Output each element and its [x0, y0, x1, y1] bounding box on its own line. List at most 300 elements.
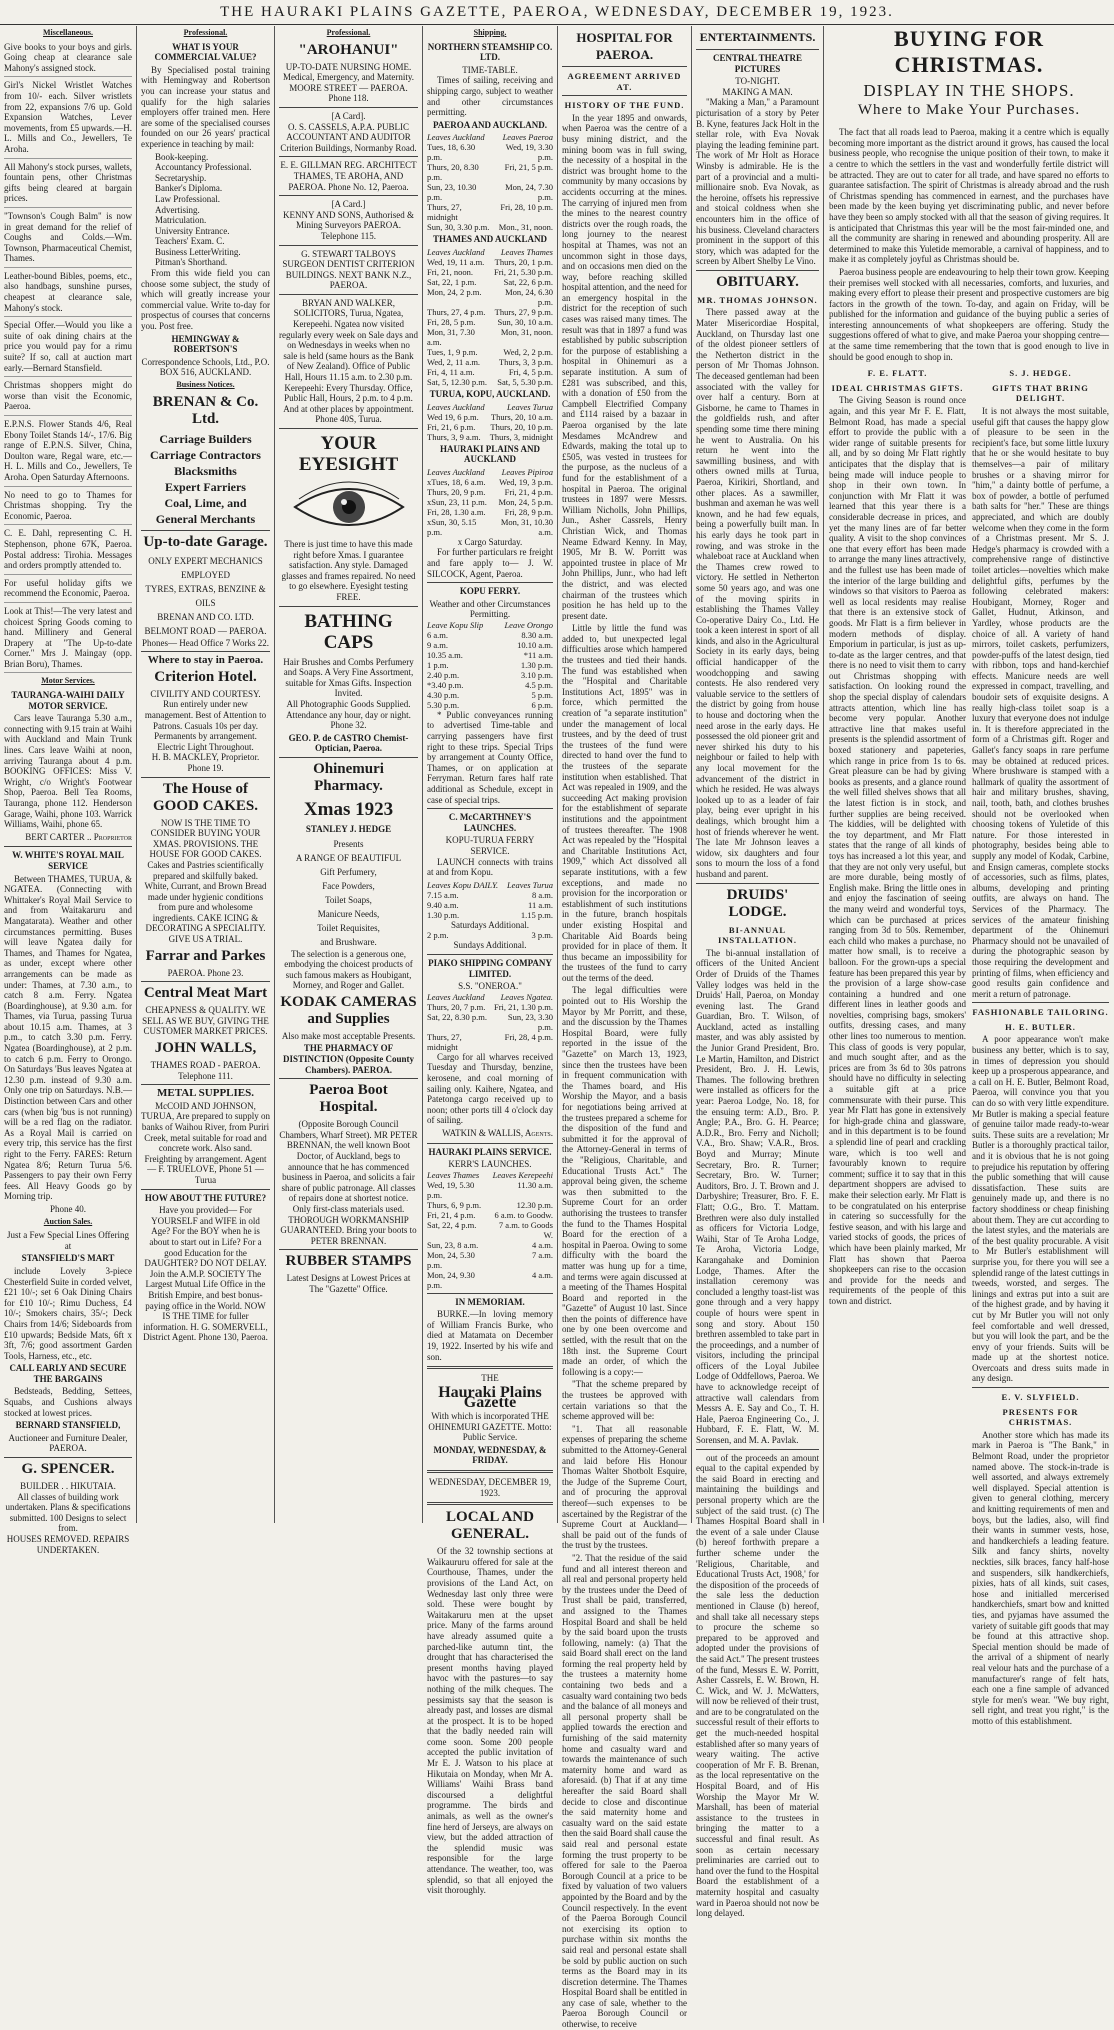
- timetable-cell: Mon, 24, 5 p.m.: [498, 496, 553, 507]
- ad-heading: "AROHANUI": [298, 41, 399, 58]
- article-paragraph: "That the scheme prepared by the trustees be approved with certain variations so that the scheme approved will be:: [562, 1379, 687, 1422]
- timetable-cell: 7 a.m. to Goods W.: [498, 1219, 553, 1240]
- ad-body: By Specialised postal training with Hemingway and Robertson you can increase your status and qualify for the high salaries employers offer trained men. Here are some of the specialised courses founded on our 26 years' practical experience in teaching by mail:: [141, 64, 270, 149]
- section-heading: Auction Sales.: [43, 1216, 93, 1226]
- timetable-cell: Thurs, 3, 3 p.m.: [498, 356, 553, 367]
- feature-left-column: [829, 364, 966, 1728]
- ad-body: E. E. GILLMAN REG. ARCHITECT THAMES, TE AROHA, AND PAEROA. Phone No. 12, Paeroa.: [280, 160, 417, 192]
- article-subheading: IDEAL CHRISTMAS GIFTS.: [831, 382, 964, 393]
- timetable-row: [427, 650, 553, 660]
- article-heading: DRUIDS' LODGE.: [726, 886, 789, 920]
- timetable-row: [427, 287, 553, 307]
- timetable-note: * Public conveyances running to advertised Time-table and carrying passengers have first right to these trips. Special Trips by arrangement at County Office, Thames, or on application at Ferryman. Return fares half rate additional as Schedule, except in case of special trips.: [427, 709, 553, 805]
- ad-body: G. STEWART TALBOYS SURGEON DENTIST CRITERION BUILDINGS. NEXT BANK N.Z., PAEROA.: [282, 248, 415, 291]
- service-line: TYRES, EXTRAS, BENZINE & OILS: [145, 583, 266, 608]
- timetable-cell: Fri, 28, 9 p.m.: [504, 506, 553, 517]
- timetable-cell: Thurs, 20, 8.30 p.m.: [427, 162, 479, 183]
- article-subheading: PRESENTS FOR CHRISTMAS.: [1002, 1406, 1079, 1428]
- timetable-cell: Fri, 4, 5 p.m.: [508, 366, 553, 377]
- timetable-cell: 1.30 p.m.: [427, 909, 460, 920]
- timetable-cell: 4 a.m.: [531, 1239, 553, 1250]
- column-header: Leaves Auckland: [427, 132, 485, 143]
- timetable-heading: PIAKO SHIPPING COMPANY LIMITED.: [428, 957, 552, 979]
- timetable-row: [427, 910, 553, 920]
- timetable-cell: Fri, 21, 6 p.m.: [427, 421, 476, 432]
- timetable-row: [427, 660, 553, 670]
- timetable-row: [427, 1002, 553, 1012]
- ad-heading: BATHING CAPS: [304, 610, 393, 653]
- column-header: Leaves Thames: [500, 246, 553, 257]
- timetable-cell: Fri, 21, noon.: [427, 266, 474, 277]
- timetable-cell: Fri, 28, 5 p.m.: [427, 316, 476, 327]
- timetable-cell: Sat, 22, 4 p.m.: [427, 1219, 477, 1230]
- ad-body: LAUNCH connects with trains at and from Kopu.: [427, 856, 553, 878]
- timetable-cell: Sun, 30, 3.30 p.m.: [427, 222, 490, 233]
- timetable-cell: Fri, 21, 4 p.m.: [427, 1209, 476, 1220]
- ad-heading: TAURANGA-WAIHI DAILY MOTOR SERVICE.: [11, 690, 125, 711]
- feature-subtitle: Where to Make Your Purchases.: [857, 101, 1081, 118]
- product-line: Manicure Needs,: [317, 908, 380, 919]
- timetable-row: [427, 277, 553, 287]
- timetable-cell: 7 a.m.: [531, 1249, 553, 1260]
- course-list: [141, 152, 270, 269]
- timetable-row: [427, 222, 553, 232]
- timetable-cell: Mon, 24, 5.30 p.m.: [427, 1249, 475, 1270]
- ad-signature: BERT CARTER .. Proprietor: [25, 831, 132, 842]
- course-item: Banker's Diploma.: [155, 183, 223, 194]
- course-item: Teachers' Exam. C.: [155, 236, 225, 247]
- timetable-cell: 4.5 p.m.: [525, 679, 553, 690]
- timetable-cell: 6 a.m.: [427, 629, 449, 640]
- ad-heading: STANLEY J. HEDGE: [305, 823, 392, 834]
- timetable-cell: xTues, 18, 6 a.m.: [427, 476, 486, 487]
- article-heading: F. E. FLATT.: [867, 368, 928, 379]
- timetable-cell: Thurs, 27, 9 p.m.: [494, 306, 553, 317]
- article-heading: S. J. HEDGE.: [1009, 368, 1072, 379]
- timetable-row: [427, 507, 553, 517]
- ad-body: All classes of building work undertaken. Plans & specifications submitted. 100 Designs to select from.: [5, 1491, 131, 1534]
- card-label: [A Card.]: [331, 199, 366, 210]
- timetable-cell: Wed, 19, 5.30 p.m.: [427, 1179, 475, 1200]
- feature-right-column: [972, 364, 1109, 1728]
- ad-sub: TIME-TABLE.: [462, 64, 518, 75]
- column-header: Leave Kopu Slip: [427, 619, 484, 630]
- feature-subtitle: DISPLAY IN THE SHOPS.: [863, 81, 1075, 100]
- product-line: Presents: [333, 838, 364, 849]
- product-line: Gift Perfumery,: [320, 866, 377, 877]
- timetable-cell: Mon, 31, 7.30 a.m.: [427, 326, 475, 347]
- ad-sub: KOPU-TURUA FERRY SERVICE.: [445, 835, 535, 856]
- product-line: A RANGE OF BEAUTIFUL: [295, 852, 402, 863]
- timetable-cell: 5.30 p.m.: [427, 699, 460, 710]
- product-line: Toilet Requisites,: [317, 922, 380, 933]
- service-line: Carriage Contractors: [150, 447, 261, 462]
- timetable-row: [427, 1210, 553, 1220]
- paper-title: Hauraki Plains Gazette: [438, 1383, 542, 1412]
- timetable-heading: C. McCARTHNEY'S LAUNCHES.: [448, 812, 532, 833]
- timetable-cell: 10.35 a.m.: [427, 649, 463, 660]
- timetable-cell: Tues, 18, 6.30 p.m.: [427, 142, 476, 163]
- ad-heading: Ohinemuri Pharmacy.: [313, 760, 384, 794]
- product-line: and Brushware.: [320, 936, 377, 947]
- timetable-row: [427, 267, 553, 277]
- timetable-paeroa-auckland: [427, 132, 553, 232]
- timetable-cell: Thurs, 20, 9 p.m.: [427, 486, 486, 497]
- course-item: Pitman's Shorthand.: [155, 257, 228, 268]
- ad-heading: JOHN WALLS,: [154, 1040, 257, 1057]
- article-paragraph: "1. That all reasonable expenses of preparing the scheme submitted to the Attorney-General and laid before His Honour Thomas Walter Shotbolt Esquire, the Judge of the Supreme Court, and of procuring the approval thereof—such expenses to be ascertained by the Registrar of the Supreme Court at Auckland—shall be paid out of the funds of the trust by the trustees.: [562, 1423, 687, 1551]
- ad-body: For further particulars re freight and fare apply to— J. W. SILCOCK, Agent, Paeroa.: [427, 547, 553, 579]
- classified-item: Give books to your boys and girls. Going cheap at clearance sale Mahony's assigned stock.: [4, 42, 132, 78]
- timetable-cell: Sat, 22, 8.30 p.m.: [427, 1011, 487, 1022]
- ad-body: KENNY AND SONS, Authorised & Mining Surveyors PAEROA. Telephone 115.: [283, 209, 414, 241]
- timetable-row: [427, 142, 553, 162]
- ad-heading: RUBBER STAMPS: [285, 1253, 412, 1270]
- timetable-cell: Mon, 24, 6.30 p.m.: [505, 286, 553, 307]
- timetable-row: [427, 670, 553, 680]
- timetable-kerrs-launches: [427, 1170, 553, 1290]
- timetable-cell: Thurs, 3, midnight: [489, 431, 553, 442]
- ad-sub: Auctioneer and Furniture Dealer, PAEROA.: [8, 1432, 128, 1454]
- feature-title: BUYING FOR CHRISTMAS.: [894, 26, 1044, 77]
- ad-heading: BERNARD STANSFIELD,: [15, 1420, 121, 1431]
- column-header: Leaves Turua: [506, 401, 553, 412]
- paper-date: WEDNESDAY, DECEMBER 19, 1923.: [428, 1477, 551, 1498]
- timetable-cell: Mon, 31, 10.30 a.m.: [500, 516, 553, 537]
- timetable-cell: Fri, 28, 1.30 a.m.: [427, 506, 486, 517]
- classified-item: Girl's Nickel Wristlet Watches from 10/- each. Silver wristlets from 22, expansions 7/6 up. Gold Expansion Watches, Lever movements, from £5 upwards.—H. L. Mills and Co., Jewellers, Te Aroha.: [4, 80, 132, 158]
- ad-heading: Paeroa Boot Hospital.: [309, 1082, 388, 1116]
- ad-body: Run entirely under new management. Best of Attention to Patrons. Casuals 10s per day. Permanents by arrangement. Electric Light Throughout.: [144, 699, 267, 752]
- timetable-cell: Sat, 5, 5.30 p.m.: [497, 376, 553, 387]
- ad-heading: Criterion Hotel.: [154, 668, 257, 685]
- timetable-cell: Thurs, 3, 9 a.m.: [427, 431, 481, 442]
- article-heading: FASHIONABLE TAILORING.: [972, 1007, 1109, 1018]
- timetable-row: [427, 1270, 553, 1290]
- timetable-row: [427, 900, 553, 910]
- masthead-the: THE: [481, 1373, 499, 1384]
- timetable-row: [427, 317, 553, 327]
- course-item: Secretaryship.: [155, 172, 207, 183]
- timetable-cell: Thurs, 27, 4 p.m.: [427, 306, 486, 317]
- timetable-cell: Mon, 24, 7.30 p.m.: [505, 182, 553, 203]
- classified-item: No need to go to Thames for Christmas shopping. Try the Economic, Paeroa.: [4, 490, 132, 526]
- timetable-row: [427, 690, 553, 700]
- ad-heading: WHAT IS YOUR COMMERCIAL VALUE?: [154, 41, 257, 63]
- eye-icon: [289, 479, 409, 535]
- classified-item: Leather-bound Bibles, poems, etc., also handbags, sunshine purses, cheapest at clearance sale, Mahony's stock.: [4, 271, 132, 317]
- ad-body: (Opposite Borough Council Chambers, Wharf Street). MR PETER BRENNAN, the well known Boot Doctor, of Auckland, begs to announce that he has commenced business in Paeroa, and solicits a fair share of public patronage. All classes of repairs done at shortest notice. Only first-class materials used. THOROUGH WORKMANSHIP GUARANTEED. Bring your boots to PETER BRENNAN.: [279, 1119, 418, 1246]
- timetable-cell: Thurs, 20, 10 a.m.: [490, 411, 553, 422]
- column-professional: [137, 26, 275, 1523]
- service-line: Expert Farriers: [165, 479, 246, 494]
- article-body: The Giving Season is round once again, and this year Mr F. E. Flatt, Belmont Road, has made a special effort to provide the public with a wider range of suitable presents for all, and by so doing Mr Flatt rightly anticipates that the display that is being made will induce people to shop in their own town. In conjunction with Mr Flatt it was learned that this year there is a considerable decrease in prices, and yet the many lines are of far better quality. A visit to the shop convinces one that every effort has been made to arrange the many lines attractively, and the fullest use has been made of the interior of the large building and windows so that visitors to Paeroa as well as local residents may realise that there is an extensive stock of goods. Mr Flatt is a firm believer in modern methods of display. Emporium in particular, is just as up-to-date as the larger centres, and that there is no need to visit them to carry out Christmas shopping with satisfaction. On looking round the shop the special display of calendars attracts attention, which line has become very popular. Another attractive line that makes useful presents is the splendid assortment of boxed stationery and papeteries, which range in price from 1s to 6s. Great pleasure can be had by giving books as presents, and a glance round the well filled shelves shows that all the latest fiction is in stock, and further supplies are being received. The kiddies, will be delighted with the toy department, and Mr Flatt states that the range of all kinds of toys has increased a lot this year, and that they are not only very useful, but are more durable, being mostly of English make. Bring the little ones in and enjoy the fascination of seeing the many weird and wonderful toys, which can be purchased at prices ranging from 3d to 50s. Remember, each child who makes a purchase, no matter how small, is to receive a balloon. For the grown-ups a special feature has been prepared this year by the provision of a large show-case containing a hundred and one different lines in leather goods and novelties, comprising bags, smokers' outfits, dressing cases, and many other lines too numerous to mention. This class of goods is very popular, and much sought after, and as the prices are from 3s 6d to 30s patrons should have no difficulty in selecting a suitable gift at a price commensurate with their purse. This year Mr Flatt has gone in extensively for high-grade china and glassware, and in this department is to be found a splendid line of pearl and crackling ware, which is too well and favourably known to require comment; suffice it to say that in this department shoppers are advised to make their selection early. Mr Flatt is to be congratulated on his enterprise in catering so successfully for the festive season, and with his large and varied stocks of goods, the prices of which have been plainly marked, Mr Flatt has shown that Paeroa shopkeepers can rise to the occasion and provide for the needs and requirements of the people of this town and district.: [829, 395, 966, 1306]
- timetable-cell: Sun, 23, 10.30 p.m.: [427, 182, 477, 203]
- timetable-cell: 12.30 p.m.: [516, 1199, 553, 1210]
- classified-item: Look at This!—The very latest and choicest Spring Goods coming to hand. Millinery and General Drapery at "The Up-to-date Corner." Mrs J. Maingay (opp. Brian Boru), Thames.: [4, 606, 132, 674]
- masthead: THE HAURAKI PLAINS GAZETTE, PAEROA, WEDNESDAY, DECEMBER 19, 1923.: [0, 0, 1114, 25]
- ad-heading: G. SPENCER.: [21, 1461, 115, 1478]
- product-line: Face Powders,: [322, 880, 375, 891]
- ad-body: There is just time to have this made right before Xmas. I guarantee satisfaction. Any style. Damaged glasses and frames repaired. No need to go elsewhere. Eyesight testing FREE.: [281, 539, 416, 602]
- timetable-row: [427, 182, 553, 202]
- article-body: "Making a Man," a Paramount picturisation of a story by Peter B. Kyne, features Jack Holt in the stellar role, with Eva Novak playing the leading feminine part. The work of Mr Holt as Horace Winsby is admirable. He is the part of a provincial and a multi-millionaire snob. Eva Novak, as the heroine, offsets his repressive and stoical coldness when she encounters him in the office of his business. Cleveland characters prominent in the support of this story, which was adapted for the screen by Albert Shelby Le Vino.: [696, 97, 819, 267]
- timetable-row: [427, 257, 553, 267]
- timetable-row: [427, 367, 553, 377]
- article-subheading: AGREEMENT ARRIVED AT.: [567, 71, 682, 92]
- column-professional-2: [275, 26, 423, 1523]
- article-subheading: MAKING A MAN.: [722, 86, 793, 97]
- timetable-cell: Tues, 1, 9 p.m.: [427, 346, 478, 357]
- column-header: Leaves Auckland: [427, 401, 485, 412]
- article-paragraph: "2. That the residue of the said fund and all interest thereon and all real and personal property held by the trustees under the Deed of Trust shall be paid, transferred, and assigned to the Thames Hospital Board and shall be held by the said board upon the trusts following, namely: (a) That the said Board shall erect on the land forming the real property held by the trustees a maternity home containing two beds and a casualty ward containing two beds and the balance of all moneys and all personal property shall be applied towards the erection and furnishing of the said maternity home and casualty ward and towards the maintenance of such maternity home and ward as aforesaid. (b) That if at any time hereafter the said Board shall decide to close and discontinue the said maternity home and casualty ward on the said estate then the said Board shall cause the said real and personal estate forming the trust property to be offered for sale to the Paeroa Borough Council at a price to be fixed by valuation of two valuers appointed by the Board and by the Council respectively. In the event of the Paeroa Borough Council not exercising its option to purchase within six months the said real and personal estate shall be sold by public auction on such terms as the Board may in its discretion determine. The Thames Hospital Board shall be entitled in any case of sale, whether to the Paeroa Borough Council or otherwise, to receive: [562, 1552, 687, 2030]
- ad-sub: BUILDER . . HIKUTAIA.: [20, 1481, 116, 1492]
- timetable-cell: 6 a.m. to Goodw.: [494, 1209, 553, 1220]
- timetable-cell: 9.40 a.m.: [427, 899, 459, 910]
- article-subheading: MR. THOMAS JOHNSON.: [697, 294, 818, 305]
- timetable-row: [427, 497, 553, 507]
- timetable-row: [427, 162, 553, 182]
- ad-sig: THE PHARMACY OF DISTINCTION (Opposite County Chambers). PAEROA.: [282, 1043, 415, 1075]
- timetable-cell: 8 a.m.: [531, 889, 553, 900]
- classified-item: Special Offer.—Would you like a suite of oak dining chairs at the price you would pay for a rimu suite? If so, call at auction mart early.—Bernard Stansfield.: [4, 320, 132, 377]
- ad-sub: S.S. "ONEROA.": [458, 981, 522, 992]
- timetable-row: [427, 307, 553, 317]
- feature-paragraph: Paeroa business people are endeavouring to help their town grow. Keeping their premises well stocked with all necessaries, comforts, and luxuries, and making every effort to please their present and prospective customers are big factors in the growth of the town. To-day, and again on Friday, will be published for the information and guidance of the buying public a series of interesting announcements of what shopkeepers are offering. Study the suggestions offered of what to give, and make Paeroa your shopping centre—at the same time remembering that the town that is good enough to live in should be good enough to shop in.: [829, 266, 1109, 362]
- article-heading: LOCAL AND GENERAL.: [446, 1509, 534, 1543]
- timetable-cell: 6 p.m.: [531, 699, 553, 710]
- article-body: It is not always the most suitable, useful gift that causes the happy glow of pleasure to be seen in the recipient's face, but some little luxury that he or she would hesitate to buy themselves—a pair of military brushes or a shaving mirror for "him," a dainty bottle of perfume, a box of powder, a bottle of perfumed bath salts for "her." These are things appreciated, and which are doubly welcome when they come in the form of a Christmas present. Mr S. J. Hedge's pharmacy is crowded with a comprehensive range of distinctive toilet articles—novelties which make delightful gifts, perfumes by the following celebrated makers: Houbigant, Morney, Roger and Gallet, Hudnut, Atkinson, and Yardley, whose products are the choice of all. A variety of hand mirrors, toilet caskets, perfumizers, powder-puffs of the latest design, tied with ribbon, tops and hand-kerchief effects. Manicure needs are well expressed in compact, travelling, and boudoir sets of exquisite designs. A really high-class toilet soap is a luxury that everyone does not indulge in. It is therefore appreciated in the form of a Christmas gift. Roger and Gallet's fancy soaps in rare perfume may be obtained at reduced prices. Where brushware is stamped with a hallmark of quality the assortment of hair and military brushes, shaving, nail, tooth, bath, and clothes brushes should not be overlooked when choosing tokens of Yuletide of this nature. For those interested in photography, besides being able to supply any model of Kodak, Carbine, and Ensign cameras, complete stocks of accessories, such as films, plates, albums, developing and printing outfits, are always on hand. The Services of the Pharmacy. The services of the amateur finishing department of the Ohinemuri Pharmacy should not be unavailed of during the photographic season by those requiring the development and printing of films, when efficiency and good results gain confidence and merit a return of patronage.: [972, 406, 1109, 999]
- timetable-cell: 1 p.m.: [427, 659, 449, 670]
- timetable-note: Sundays Additional.: [453, 940, 527, 951]
- section-heading: Shipping.: [473, 28, 507, 37]
- ad-heading: BRENAN & Co. Ltd.: [152, 393, 259, 427]
- ad-heading: Xmas 1923: [303, 798, 394, 820]
- ad-heading: CALL EARLY AND SECURE THE BARGAINS: [9, 1363, 127, 1384]
- ad-heading: Where to stay in Paeroa.: [147, 654, 264, 667]
- timetable-cell: Sat, 22, 6 p.m.: [503, 276, 553, 287]
- ad-heading: Up-to-date Garage.: [143, 533, 268, 550]
- misc-items: [4, 42, 132, 674]
- course-item: Accountancy Professional.: [155, 162, 252, 173]
- christmas-feature: [824, 26, 1114, 1726]
- ad-body: Between THAMES, TURUA, & NGATEA. (Connecting with Whittaker's Royal Mail Service to and from Waitakaruru and Mangatarata). Weather and other circumstances permitting. Buses will leave Ngatea daily for Thames, and Thames for Ngatea, as under, except where other arrangements can be made as under: Thames, at 7.30 a.m., to catch 8 a.m. Ferry. Ngatea (Boardinghouse), at 9.30 a.m. for Thames, via Turua, passing Turua about 10.15 a.m. Thames, at 3 p.m., to catch 3.30 p.m. Ferry. Ngatea (Boardinghouse), at 2 p.m. to catch 6 p.m. Ferry to Orongo. On Saturdays 'Bus leaves Ngatea at 12.30 p.m. instead of 9.30 a.m. Only one trip on Saturdays. N.B.—Distinction between Cars and other cars (when big 'bus is not running) will be a red flag on the radiator. As a Royal Mail is carried on every trip, this service has the first right to the Ferry. FARES: Return Ngatea 8/6; Return Turua 5/6. Passengers to pay their own Ferry fees. All Heavy Goods go by Morning trip.: [4, 873, 132, 1202]
- timetable-hauraki-plains: [427, 467, 553, 537]
- timetable-cell: *3.40 p.m.: [427, 679, 464, 690]
- service-line: General Merchants: [155, 511, 256, 526]
- timetable-cell: Mon, 31, noon.: [500, 326, 553, 337]
- service-line: Carriage Builders: [159, 431, 252, 446]
- timetable-note: Saturdays Additional.: [451, 919, 529, 930]
- feature-columns: [829, 364, 1109, 1728]
- timetable-row: [427, 640, 553, 650]
- timetable-cell: Wed, 2, 11 a.m.: [427, 356, 481, 367]
- timetable-cell: Thurs, 20, 7 p.m.: [427, 1001, 486, 1012]
- ad-heading: HOW ABOUT THE FUTURE?: [144, 1192, 267, 1203]
- timetable-cell: 1.30 p.m.: [520, 659, 553, 670]
- timetable-cell: xSun, 30, 5.15 p.m.: [427, 516, 477, 537]
- ad-body: include Lovely 3-piece Chesterfield Suite in corded velvet, £21 10/-; set 6 Oak Dining Chairs for £10 10/-; Rimu Duchess, £4 10/-; Smokers chairs, 35/-; Deck Chairs from 14/6; Sideboards from £10 upwards; Bedside Mats, 6ft x 3ft, 7/6; good assortment Garden Tools, Harness, etc., etc.: [4, 1265, 132, 1361]
- ad-body: Bedsteads, Bedding, Settees, Squabs, and Cushions always stocked at lowest prices.: [4, 1386, 132, 1418]
- classified-item: E.P.N.S. Flower Stands 4/6, Real Ebony Toilet Stands 14/-, 17/6. Big range of E.P.N.S. Silver, China, Doulton ware, Regal ware, etc.—H. L. Mills and Co., Jewellers, Te Aroha. Open Saturday Afternoons.: [4, 419, 132, 487]
- article-paragraph: The legal difficulties were pointed out to His Worship the Mayor by Mr Porritt, and these, and the discussion by the Thames Hospital Board, were fully reported in the issue of the "Gazette" on March 13, 1923, since then the trustees have been in frequent communication with the Thames board, and His Worship the Mayor, and a basis for negotiations being arrived at the trustees prepared a scheme for the disposition of the fund and submitted it for the approval of the Attorney-General in terms of the "Religious, Charitable, and Educational Trusts Act." The approval being given, the scheme was then submitted to the Supreme Court for an order authorising the trustees to transfer the fund to the Thames Hospital Board for the erection of a hospital in Paeroa. Owing to some difficulty with the board the matter was hung up for a time, and terms were again discussed at a meeting of the Thames Hospital Board and reported in the "Gazette" of August 10 last. Since then the points of difference have one by one been overcome and settled, with the result that on the 18th inst. the Supreme Court made an order, of which the following is a copy:—: [562, 985, 687, 1377]
- timetable-cell: Sat, 5, 12.30 p.m.: [427, 376, 487, 387]
- timetable-heading: TURUA, KOPU, AUCKLAND.: [429, 388, 551, 399]
- article-body: The bi-annual installation of officers of the United Ancient Order of Druids of the Thames Valley lodges was held in the Druids' Hall, Paeroa, on Monday evening last. The Grand Guardian, Bro. T. Wilson, of Auckland, acted as installing master, and was ably assisted by the Junior Grand President, Bro. Le Martin, Hamilton, and District President, Bro. J. H. Lewis, Thames. The following brethren were installed as officers for the year: Paeroa Lodge, No. 18, for the ensuing term: A.D., Bro. P. Angle; P.A., Bro. G. H. Pearce; A.D.R., Bro. Ferry and Nicholl; V.A., Bro. Shaw; V.A.R., Bros. Boyd and Murray; Minute Secretary, Bro. R. Turner; Secretary, Bro. W. Turner; Auditors, Bro. J. T. Brown and J. Darbyshire; Treasurer, Bro. F. E. Flatt; O.G., Bro. T. Mattam. Brethren were also duly installed as officers for Victoria Lodge, Waihi, Star of Te Aroha Lodge, Te Aroha, Victoria Lodge, Karangahake and Dominion Lodge, Thames. After the installation ceremony was concluded a lengthy toast-list was gone through and a very happy couple of hours were spent in song and story. About 150 brethren assembled to take part in the proceedings, and a number of visitors, including the principal officers of the Loyal Jubilee Lodge of Oddfellows, Paeroa. We have to acknowledge receipt of attractive wall calendars from Messrs A. E. Say and Co., T. H. Hale, Paeroa Engineering Co., J. Hubbard, F. E. Flatt, W. M. Sorensen, and M. A. Pavlak.: [696, 947, 819, 1446]
- article-subheading: TO-NIGHT.: [735, 76, 780, 87]
- feature-paragraph: The fact that all roads lead to Paeroa, making it a centre which is equally becoming more important as the district around it grows, has caused the local business people, who recognise the unique position of their town, to make it a centre to which the settlers in the vast and wonderfully fertile district will be attracted. They are out to cater for all trade, and have spared no efforts to guarantee satisfaction. The spirit of Christmas is already abroad and the rush of Christmas spending has commenced in earnest, and the purchases have been made by the keen buying yet discriminating public, and never before have they been so amply stocked with all that the season of giving requires. It is anticipated that Christmas this year will be the most fair-minded one, and all the community are sharing in renewed and abounding prosperity. All are determined to make this Yuletide memorable, a carnival of happiness, and to make it as completely joyful as Christmas should be.: [829, 127, 1109, 265]
- timetable-cell: Mon, 24, 2 p.m.: [427, 286, 482, 297]
- article-heading: OBITUARY.: [716, 273, 799, 290]
- ad-heading: W. WHITE'S ROYAL MAIL SERVICE: [12, 850, 124, 871]
- ad-heading: NORTHERN STEAMSHIP CO. LTD.: [427, 41, 553, 63]
- timetable-cell: 9 a.m.: [427, 639, 449, 650]
- timetable-row: [427, 890, 553, 900]
- timetable-cell: xSun, 23, 11 p.m.: [427, 496, 487, 507]
- column-header: Leaves Auckland: [427, 466, 485, 477]
- timetable-kopu-ferry: [427, 620, 553, 710]
- garage-list: [141, 554, 270, 638]
- timetable-cell: Thurs, 20, 10 p.m.: [490, 421, 553, 432]
- paper-subtitle: With which is incorporated THE OHINEMURI GAZETTE. Motto: Public Service.: [428, 1411, 552, 1443]
- column-miscellaneous: [0, 26, 137, 1555]
- classified-item: "Townson's Cough Balm" is now in great demand for the relief of Coughs and Colds.—Wm. Townson, Pharmaceutical Chemist, Thames.: [4, 211, 132, 268]
- timetable-note: x Cargo Saturday.: [457, 536, 523, 547]
- timetable-cell: 1.15 p.m.: [520, 909, 553, 920]
- classified-item: For useful holiday gifts we recommend the Economic, Paeroa.: [4, 578, 132, 603]
- timetable-heading: KOPU FERRY.: [459, 586, 521, 597]
- service-line: Coal, Lime, and: [164, 495, 247, 510]
- timetable-cell: *11 a.m.: [523, 649, 553, 660]
- article-body: [562, 113, 687, 2030]
- cell: 2 p.m.: [427, 930, 449, 941]
- ad-body: Cargo for all wharves received Tuesday and Thursday, benzine, kerosene, and coal morning of sailing only. Kaihere, Ngatea, and Patetonga cargo received up to noon; other ports till 4 o'clock day of sailing.: [427, 1051, 553, 1126]
- ad-body: BRYAN AND WALKER, SOLICITORS, Turua, Ngatea, Kerepeehi. Ngatea now visited regularly every week on Sale days and on Wednesdays in weeks when no sale is held (same hours as the Bank of New Zealand). Office of Public Hall, Hours 11.15 a.m. to 2.30 p.m. Kerepeehi: Every Thursday. Office, Public Hall, Hours, 2 p.m. to 4 p.m. And at other places by appointment. Phone 40S, Turua.: [279, 297, 418, 425]
- ad-footer: HOUSES REMOVED. REPAIRS UNDERTAKEN.: [6, 1534, 130, 1555]
- timetable-heading: THAMES AND AUCKLAND: [432, 234, 547, 245]
- section-heading: ENTERTAINMENTS.: [699, 30, 816, 44]
- ad-body: All Photographic Goods Supplied. Attendance any hour, day or night. Phone 32.: [286, 698, 411, 731]
- timetable-cell: Sun, 23, 8 a.m.: [427, 1239, 479, 1250]
- timetable-cell: Wed 19, 6 p.m.: [427, 411, 479, 422]
- ad-heading: METAL SUPPLIES.: [157, 1087, 254, 1100]
- timetable-cell: Fri, 21, 5 p.m.: [504, 162, 553, 173]
- timetable-row: [427, 327, 553, 347]
- ad-body: UP-TO-DATE NURSING HOME. Medical, Emergency, and Maternity. MOORE STREET — PAEROA. Phone 118.: [282, 61, 415, 104]
- article-body: There passed away at the Mater Misericordiae Hospital, Auckland, on Thursday last one of the oldest pioneer settlers of the Netherton district in the person of Mr Thomas Johnson. The deceased gentleman had been associated with the valley for over half a century. Born at Gisborne, he came to Thames in the goldfields rush, and after spending some time there mining he went to Australia. On his return he went into the sawmilling business, and with others owned mills at Turua, Paeroa, Kirikiri, Shortland, and other places. As a sawmiller, bushman and axeman he was well known, and he had few equals, being a powerfully built man. In his early days he took part in rowing, and was stroke in the whaleboat race at Auckland when the Thames crew rowed to victory. He settled in Netherton some 50 years ago, and was one of the moving spirits in establishing the Thames Valley Co-operative Dairy Co., Ltd. He took a keen interest in sport of all kinds, and also in the Agricultural Society in its early days, being official handicapper of the woodchopping and sawing contests. He also rendered very valuable service to the settlers of the district by going from house to house and doctoring when the need arose in the early days. He possessed the old pioneer grit and never shirked his duty to his neighbour or failed to help with any local movement for the advancement of the district in which he resided. He was always looked up to as a leader of fair play, being ever upright in his dealings, which brought him a host of friends wherever he went. The late Mr Johnson leaves a widow, six daughters and four sons to mourn the loss of a fond husband and parent.: [696, 307, 819, 879]
- article-subheading: H. E. BUTLER.: [1005, 1021, 1076, 1032]
- timetable-cell: Mon., 31, noon.: [498, 222, 553, 233]
- timetable-cell: Wed, 2, 2 p.m.: [503, 346, 553, 357]
- section-heading: Professional.: [326, 28, 371, 37]
- ad-body: CHEAPNESS & QUALITY. WE SELL AS WE BUY, GIVING THE CUSTOMER MARKET PRICES.: [142, 1005, 269, 1037]
- ad-sub: PAEROA. Phone 23.: [167, 967, 244, 978]
- timetable-row: [427, 517, 553, 537]
- column-shipping: [423, 26, 558, 1896]
- timetable-piako: [427, 992, 553, 1052]
- timetable-cell: Thurs, 20, 1 p.m.: [494, 256, 553, 267]
- timetable-row: [427, 347, 553, 357]
- timetable-cell: Thurs, 27, midnight: [427, 202, 462, 223]
- ad-phones: Phones— Head Office 7 Works 22.: [142, 637, 269, 648]
- cell: 3 p.m.: [531, 930, 553, 941]
- timetable-cell: 11.30 a.m.: [517, 1179, 553, 1190]
- timetable-row: [427, 432, 553, 442]
- timetable-row: [427, 1032, 553, 1052]
- classified-item: C. E. Dahl, representing C. H. Stephenson, phone 67K, Paeroa. Postal address: Tirohia. Messages and orders promptly attended to.: [4, 528, 132, 574]
- article-heading: CENTRAL THEATRE PICTURES: [713, 53, 802, 74]
- ad-body: From this wide field you can choose some subject, the study of which will greatly increase your commercial value. Write to-day for prospectus of courses that concerns you. Post free.: [141, 268, 270, 332]
- service-line: ONLY EXPERT MECHANICS EMPLOYED: [148, 555, 263, 580]
- ad-body: Hair Brushes and Combs Perfumery and Soaps. A Very Fine Assortment, suitable for Xmas Gifts. Inspection Invited.: [283, 656, 414, 699]
- timetable-heading: PAEROA AND AUCKLAND.: [432, 119, 548, 130]
- ad-sig: H. B. MACKLEY, Proprietor. Phone 19.: [151, 752, 260, 773]
- ad-lead: Just a Few Special Lines Offering at: [6, 1230, 130, 1251]
- timetable-heading: HAURAKI PLAINS AND AUCKLAND: [439, 443, 540, 465]
- ad-heading: Central Meat Mart: [143, 985, 268, 1002]
- timetable-row: [427, 1250, 553, 1270]
- ad-phone: Phone 40.: [50, 1203, 86, 1214]
- timetable-cell: Sun, 23, 3.30 p.m.: [507, 1011, 553, 1032]
- timetable-cell: 10.10 a.m.: [517, 639, 553, 650]
- ad-heading: HEMINGWAY & ROBERTSON'S: [171, 333, 240, 355]
- article-continuation: out of the proceeds an amount equal to the capital expended by the said Board in erecting and maintaining the buildings and personal property which are the subject of the said trust. (c) The Thames Hospital Board shall in the event of a sale under Clause (b) hereof forthwith prepare a further scheme under the 'Religious, Charitable, and Educational Trusts Act, 1908,' for the disposition of the proceeds of the sale less the deduction mentioned in Clause (b) hereof, and shall take all necessary steps to procure the scheme so prepared to be approved and adopted under the provisions of the said Act." The present trustees of the fund, Messrs E. W. Porritt, Asher Cassrels, E. W. Brown, H. C. Wick, and W. J. McWatters, will now be relieved of their trust, and are to be congratulated on the successful result of their efforts to get the much-needed hospital established after so many years of weary waiting. The active cooperation of Mr F. B. Brenan, as the local representative on the Hospital Board, and of His Worship the Mayor Mr W. Marshall, has been of material assistance to the trustees in bringing the matter to a successful and final result. As soon as certain necessary preliminaries are carried out to hand over the fund to the Hospital Board the establishment of a maternity hospital and casualty ward in Paeroa should not now be long delayed.: [696, 1452, 819, 1919]
- timetable-heading: HAURAKI PLAINS SERVICE.: [428, 1146, 552, 1157]
- timetable-row: [427, 1220, 553, 1240]
- column-header: Leaves Auckland: [427, 991, 485, 1002]
- classified-item: Christmas shoppers might do worse than visit the Economic, Paeroa.: [4, 380, 132, 416]
- timetable-row: [427, 357, 553, 367]
- ad-body: Times of sailing, receiving and shipping cargo, subject to weather and other circumstances permitting.: [427, 75, 553, 118]
- article-body: Of the 32 township sections at Waikaururu offered for sale at the Courthouse, Thames, under the provisions of the Land Act, on Wednesday last only three were sold. These were bought by Waitakaruru men at the upset price. Many of the farms around have already assumed quite a parched-like autumn tint, the drought that has characterised the present months having played havoc with the pastures—to say nothing of the milk cheques. The pessimists say that the season is already past, and losses are dismal at the prospect. It is to be hoped that the badly needed rain will come soon. Some 200 people accepted the public invitation of Mr E. J. Watson to his place at Hikutaia on Monday, when Mr A. Williams' Waihi Brass band discoursed a delightful programme. The birds and animals, as well as the owner's fine herd of Jerseys, are always on view, but the added attraction of the splendid music was responsible for the large attendance. The weather, too, was splendid, so that all enjoyed the visit thoroughly.: [427, 1546, 553, 1896]
- timetable-cell: 4.30 p.m.: [427, 689, 460, 700]
- timetable-cell: Sun, 30, 10 a.m.: [497, 316, 553, 327]
- timetable-row: [427, 630, 553, 640]
- column-header: Leaves Turua: [506, 879, 553, 890]
- ad-sub: Weather and other Circumstances Permitting.: [429, 598, 551, 620]
- timetable-row: [427, 700, 553, 710]
- timetable-row: [427, 1240, 553, 1250]
- brenan-list: [141, 431, 270, 527]
- timetable-cell: 3.10 p.m.: [520, 669, 553, 680]
- timetable-cell: 11 a.m.: [528, 899, 553, 910]
- timetable-thames-auckland: [427, 247, 553, 387]
- course-item: Advertising.: [155, 204, 200, 215]
- timetable-cell: Mon, 24, 9.30 p.m.: [427, 1269, 475, 1290]
- service-line: BRENAN AND CO. LTD.: [157, 611, 254, 622]
- timetable-row: [427, 1180, 553, 1200]
- timetable-row: [427, 412, 553, 422]
- timetable-cell: 8.30 a.m.: [521, 629, 553, 640]
- timetable-cell: Wed, 19, 3 p.m.: [499, 476, 553, 487]
- course-item: Business LetterWriting.: [155, 246, 241, 257]
- memoriam-heading: IN MEMORIAM.: [455, 1296, 525, 1307]
- course-item: Book-keeping.: [155, 151, 209, 162]
- timetable-row: [427, 422, 553, 432]
- ad-signature: WATKIN & WALLIS, Agents.: [442, 1127, 553, 1138]
- course-item: University Entrance.: [155, 225, 230, 236]
- ad-heading: KODAK CAMERAS and Supplies: [280, 993, 417, 1027]
- timetable-cell: Sat, 22, 1 p.m.: [427, 276, 477, 287]
- article-body: A poor appearance won't make business any better, which is to say, in times of depression you should keep up a prosperous appearance, and a call on H. E. Butler, Belmont Road, Paeroa, will convince you that you can do so with very little expenditure. Mr Butler is making a special feature of genuine tailor made ready-to-wear suits. These suits are a revelation; Mr Butler is a thoroughly practical tailor, and it is obvious that he is not going to prejudice his reputation by offering the public something that will cause dissatisfaction. These suits are genuinely made up, and there is no factory shoddiness or cheap finishing about them. They are cut according to the latest styles, and the materials are of the best quality procurable. A visit to Mr Butler's establishment will surprise you, for there you will see a splendid range of the latest cuttings in tweeds, worsted, and serges. The linings and extras put into a suit are of the highest grade, and by having it cut by Mr Butler you will not only feel comfortable and well dressed, but you will look the part, and be the envy of your friends. Suits will be made up at the shortest notice. Overcoats and dress suits made in any design.: [972, 1034, 1109, 1384]
- column-header: Leaves Thames: [427, 1169, 480, 1180]
- ad-body: The selection is a generous one, embodying the choicest products of such famous makers as Houbigant, Morney, and Roger and Gallet.: [284, 948, 413, 991]
- hedge-list: [279, 837, 418, 949]
- ad-sub: CIVILITY AND COURTESY.: [150, 688, 261, 699]
- column-header: Leaves Kopu DAILY.: [427, 879, 499, 890]
- section-heading: Motor Services.: [41, 676, 95, 686]
- card-label: [A Card].: [331, 110, 366, 121]
